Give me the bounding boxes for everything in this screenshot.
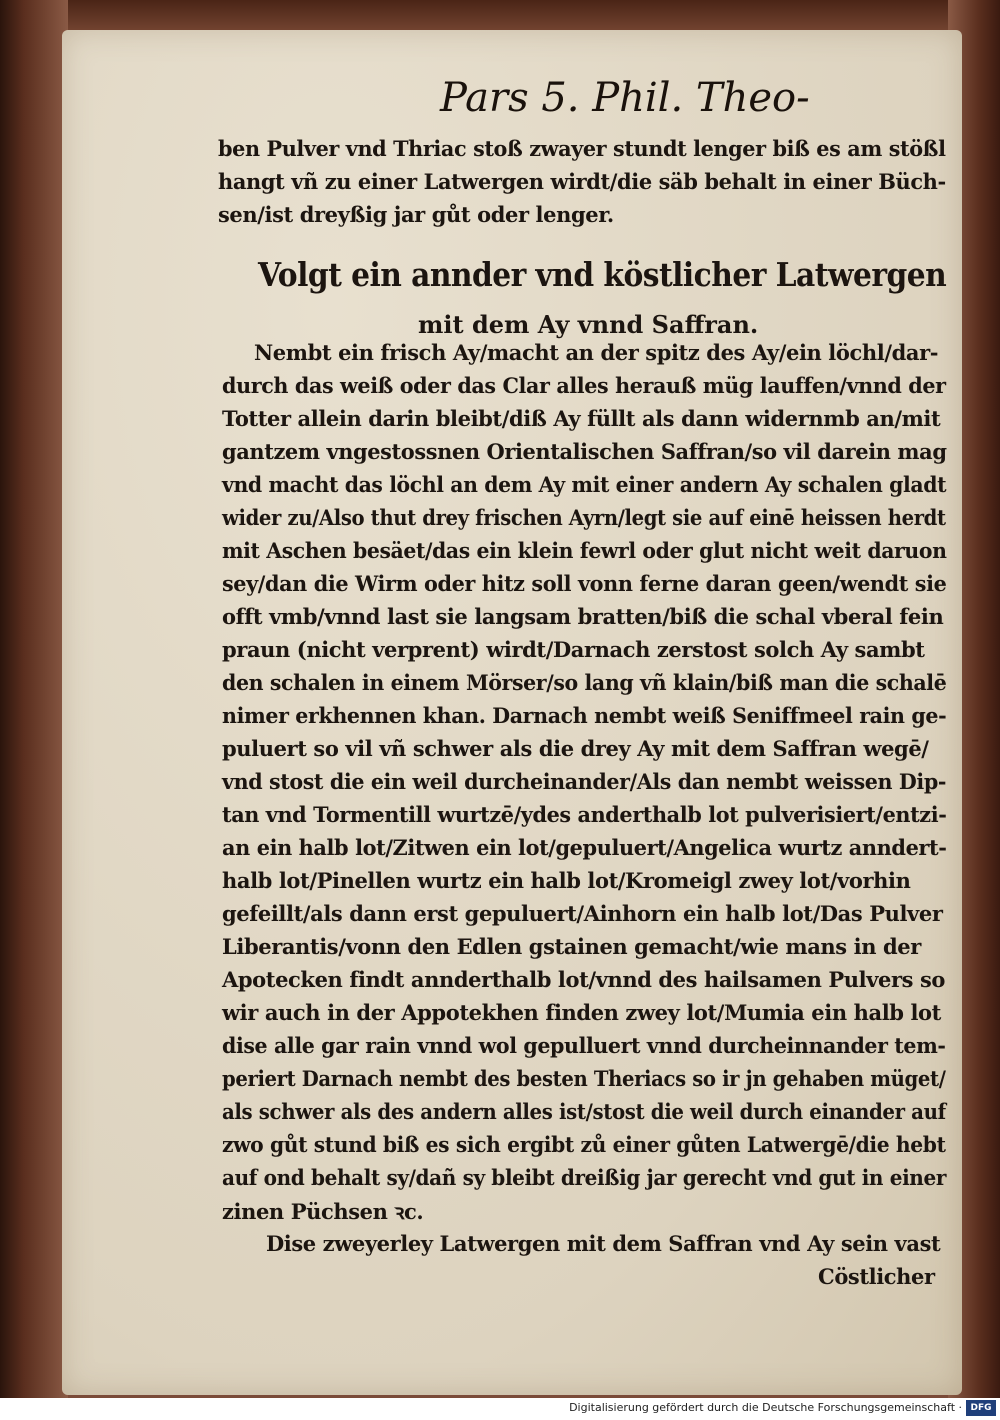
text-line: puluert so vil vñ schwer als die drey Ay mit dem Saffran wegē/ xyxy=(222,736,929,761)
text-line: Dise zweyerley Latwergen mit dem Saffran vnd Ay sein vast xyxy=(266,1231,941,1256)
text-line: an ein halb lot/Zitwen ein lot/gepuluert/Angelica wurtz anndert- xyxy=(222,835,947,860)
section-title: Volgt ein annder vnd köstlicher Latwergen xyxy=(258,255,947,294)
text-line: auf ond behalt sy/dañ sy bleibt dreißig jar gerecht vnd gut in einer xyxy=(222,1165,947,1190)
text-line: sey/dan die Wirm oder hitz soll vonn ferne daran geen/wendt sie xyxy=(222,571,947,596)
text-line: periert Darnach nembt des besten Theriacs so ir jn gehaben müget/ xyxy=(222,1066,946,1091)
running-headline: Pars 5. Phil. Theo- xyxy=(440,75,810,121)
text-line: mit Aschen besäet/das ein klein fewrl oder glut nicht weit daruon xyxy=(222,538,947,563)
text-line: durch das weiß oder das Clar alles herauß müg lauffen/vnnd der xyxy=(222,373,946,398)
text-line: wir auch in der Appotekhen finden zwey lot/Mumia ein halb lot xyxy=(222,1000,941,1025)
text-line: vnd stost die ein weil durcheinander/Als dan nembt weissen Dip- xyxy=(222,769,947,794)
text-line: zinen Püchsen ꝛc. xyxy=(222,1199,424,1224)
text-line: den schalen in einem Mörser/so lang vñ klain/biß man die schalē xyxy=(222,670,947,695)
text-line: Apotecken findt annderthalb lot/vnnd des hailsamen Pulvers so xyxy=(222,967,946,992)
text-line: halb lot/Pinellen wurtz ein halb lot/Kromeigl zwey lot/vorhin xyxy=(222,868,911,893)
text-line: ben Pulver vnd Thriac stoß zwayer stundt lenger biß es am stößl xyxy=(218,136,946,161)
footer-credit: Digitalisierung gefördert durch die Deutsche Forschungsgemeinschaft · xyxy=(569,1401,962,1414)
text-line: praun (nicht verprent) wirdt/Darnach zerstost solch Ay sambt xyxy=(222,637,925,662)
text-line: dise alle gar rain vnnd wol gepulluert vnnd durcheinnander tem- xyxy=(222,1033,946,1058)
dfg-logo-icon: DFG xyxy=(966,1400,996,1416)
text-line: nimer erkhennen khan. Darnach nembt weiß Seniffmeel rain ge- xyxy=(222,703,947,728)
scan-background-left xyxy=(0,0,68,1400)
text-line: Liberantis/vonn den Edlen gstainen gemacht/wie mans in der xyxy=(222,934,921,959)
text-line: tan vnd Tormentill wurtzē/ydes anderthalb lot pulverisiert/entzi- xyxy=(222,802,947,827)
text-line: gefeillt/als dann erst gepuluert/Ainhorn ein halb lot/Das Pulver xyxy=(222,901,943,926)
text-line: Nembt ein frisch Ay/macht an der spitz des Ay/ein löchl/dar- xyxy=(254,340,939,365)
text-line: als schwer als des andern alles ist/stost die weil durch einander auf xyxy=(222,1099,946,1124)
text-line: wider zu/Also thut drey frischen Ayrn/legt sie auf einē heissen herdt xyxy=(222,505,946,530)
text-line: gantzem vngestossnen Orientalischen Saffran/so vil darein mag xyxy=(222,439,947,464)
section-subtitle: mit dem Ay vnnd Saffran. xyxy=(418,310,759,339)
catchword: Cöstlicher xyxy=(818,1264,935,1289)
text-line: zwo gůt stund biß es sich ergibt zů einer gůten Latwergē/die hebt xyxy=(222,1132,946,1157)
text-line: offt vmb/vnnd last sie langsam bratten/biß die schal vberal fein xyxy=(222,604,944,629)
text-line: vnd macht das löchl an dem Ay mit einer andern Ay schalen gladt xyxy=(222,472,947,497)
text-line: hangt vñ zu einer Latwergen wirdt/die säb behalt in einer Büch- xyxy=(218,169,946,194)
text-line: Totter allein darin bleibt/diß Ay füllt als dann widernmb an/mit xyxy=(222,406,941,431)
digitization-footer xyxy=(0,1398,1000,1420)
text-line: sen/ist dreyßig jar gůt oder lenger. xyxy=(218,202,614,227)
